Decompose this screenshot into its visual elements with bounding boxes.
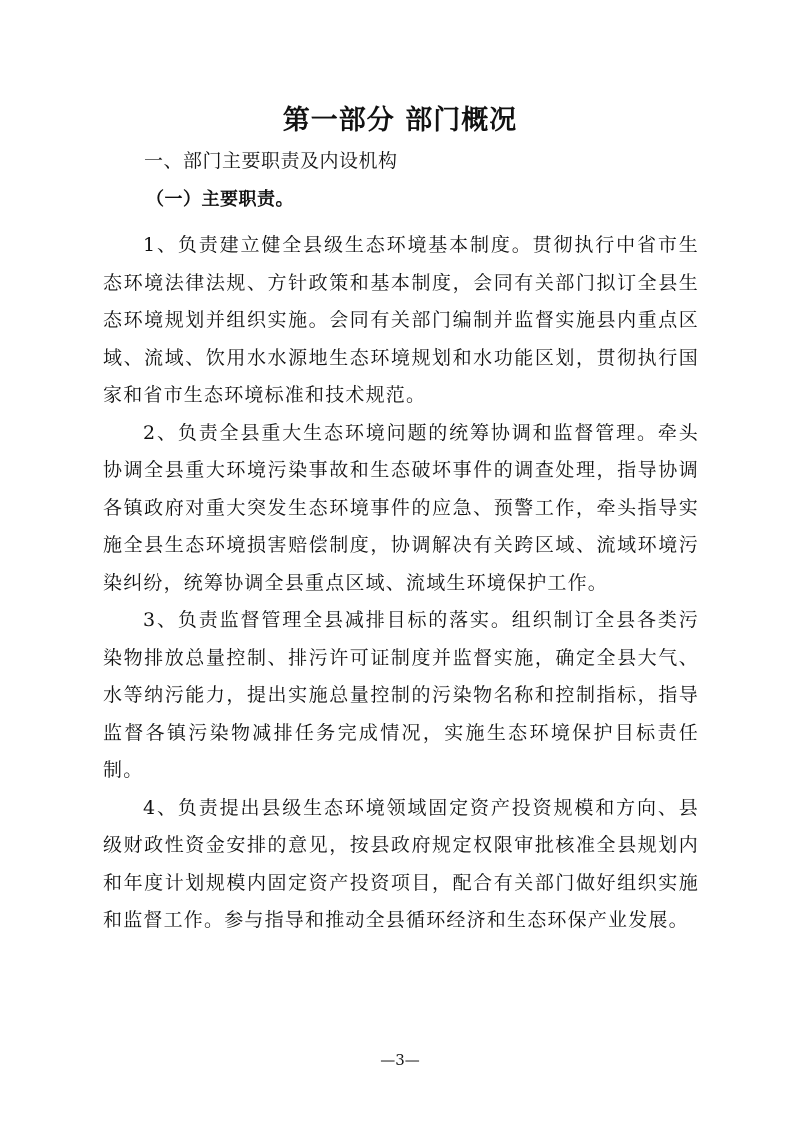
- paragraph-1: 1、负责建立健全县级生态环境基本制度。贯彻执行中省市生态环境法律法规、方针政策和基本制度，会同有关部门拟订全县生态环境规划并组织实施。会同有关部门编制并监督实施县内重点区域、流域、饮用水水源地生态环境规划和水功能区划，贯彻执行国家和省市生态环境标准和技术规范。: [103, 234, 699, 406]
- paragraph-2: 2、负责全县重大生态环境问题的统筹协调和监督管理。牵头协调全县重大环境污染事故和生态破坏事件的调查处理，指导协调各镇政府对重大突发生态环境事件的应急、预警工作，牵头指导实施全县生态环境损害赔偿制度，协调解决有关跨区域、流域环境污染纠纷，统筹协调全县重点区域、流域生环境保护工作。: [103, 421, 699, 594]
- document-body: [103, 227, 699, 940]
- page-number: —3—: [380, 1051, 420, 1069]
- subsection-heading: （一）主要职责。: [146, 189, 294, 210]
- paragraph-3: 3、负责监督管理全县减排目标的落实。组织制订全县各类污染物排放总量控制、排污许可证制度并监督实施，确定全县大气、水等纳污能力，提出实施总量控制的污染物名称和控制指标，指导监督各镇污染物减排任务完成情况，实施生态环境保护目标责任制。: [103, 609, 699, 781]
- page-title: 第一部分 部门概况: [282, 105, 518, 136]
- section-heading: 一、部门主要职责及内设机构: [144, 150, 398, 172]
- paragraph-4: 4、负责提出县级生态环境领域固定资产投资规模和方向、县级财政性资金安排的意见，按县政府规定权限审批核准全县规划内和年度计划规模内固定资产投资项目，配合有关部门做好组织实施和监督工作。参与指导和推动全县循环经济和生态环保产业发展。: [103, 796, 699, 931]
